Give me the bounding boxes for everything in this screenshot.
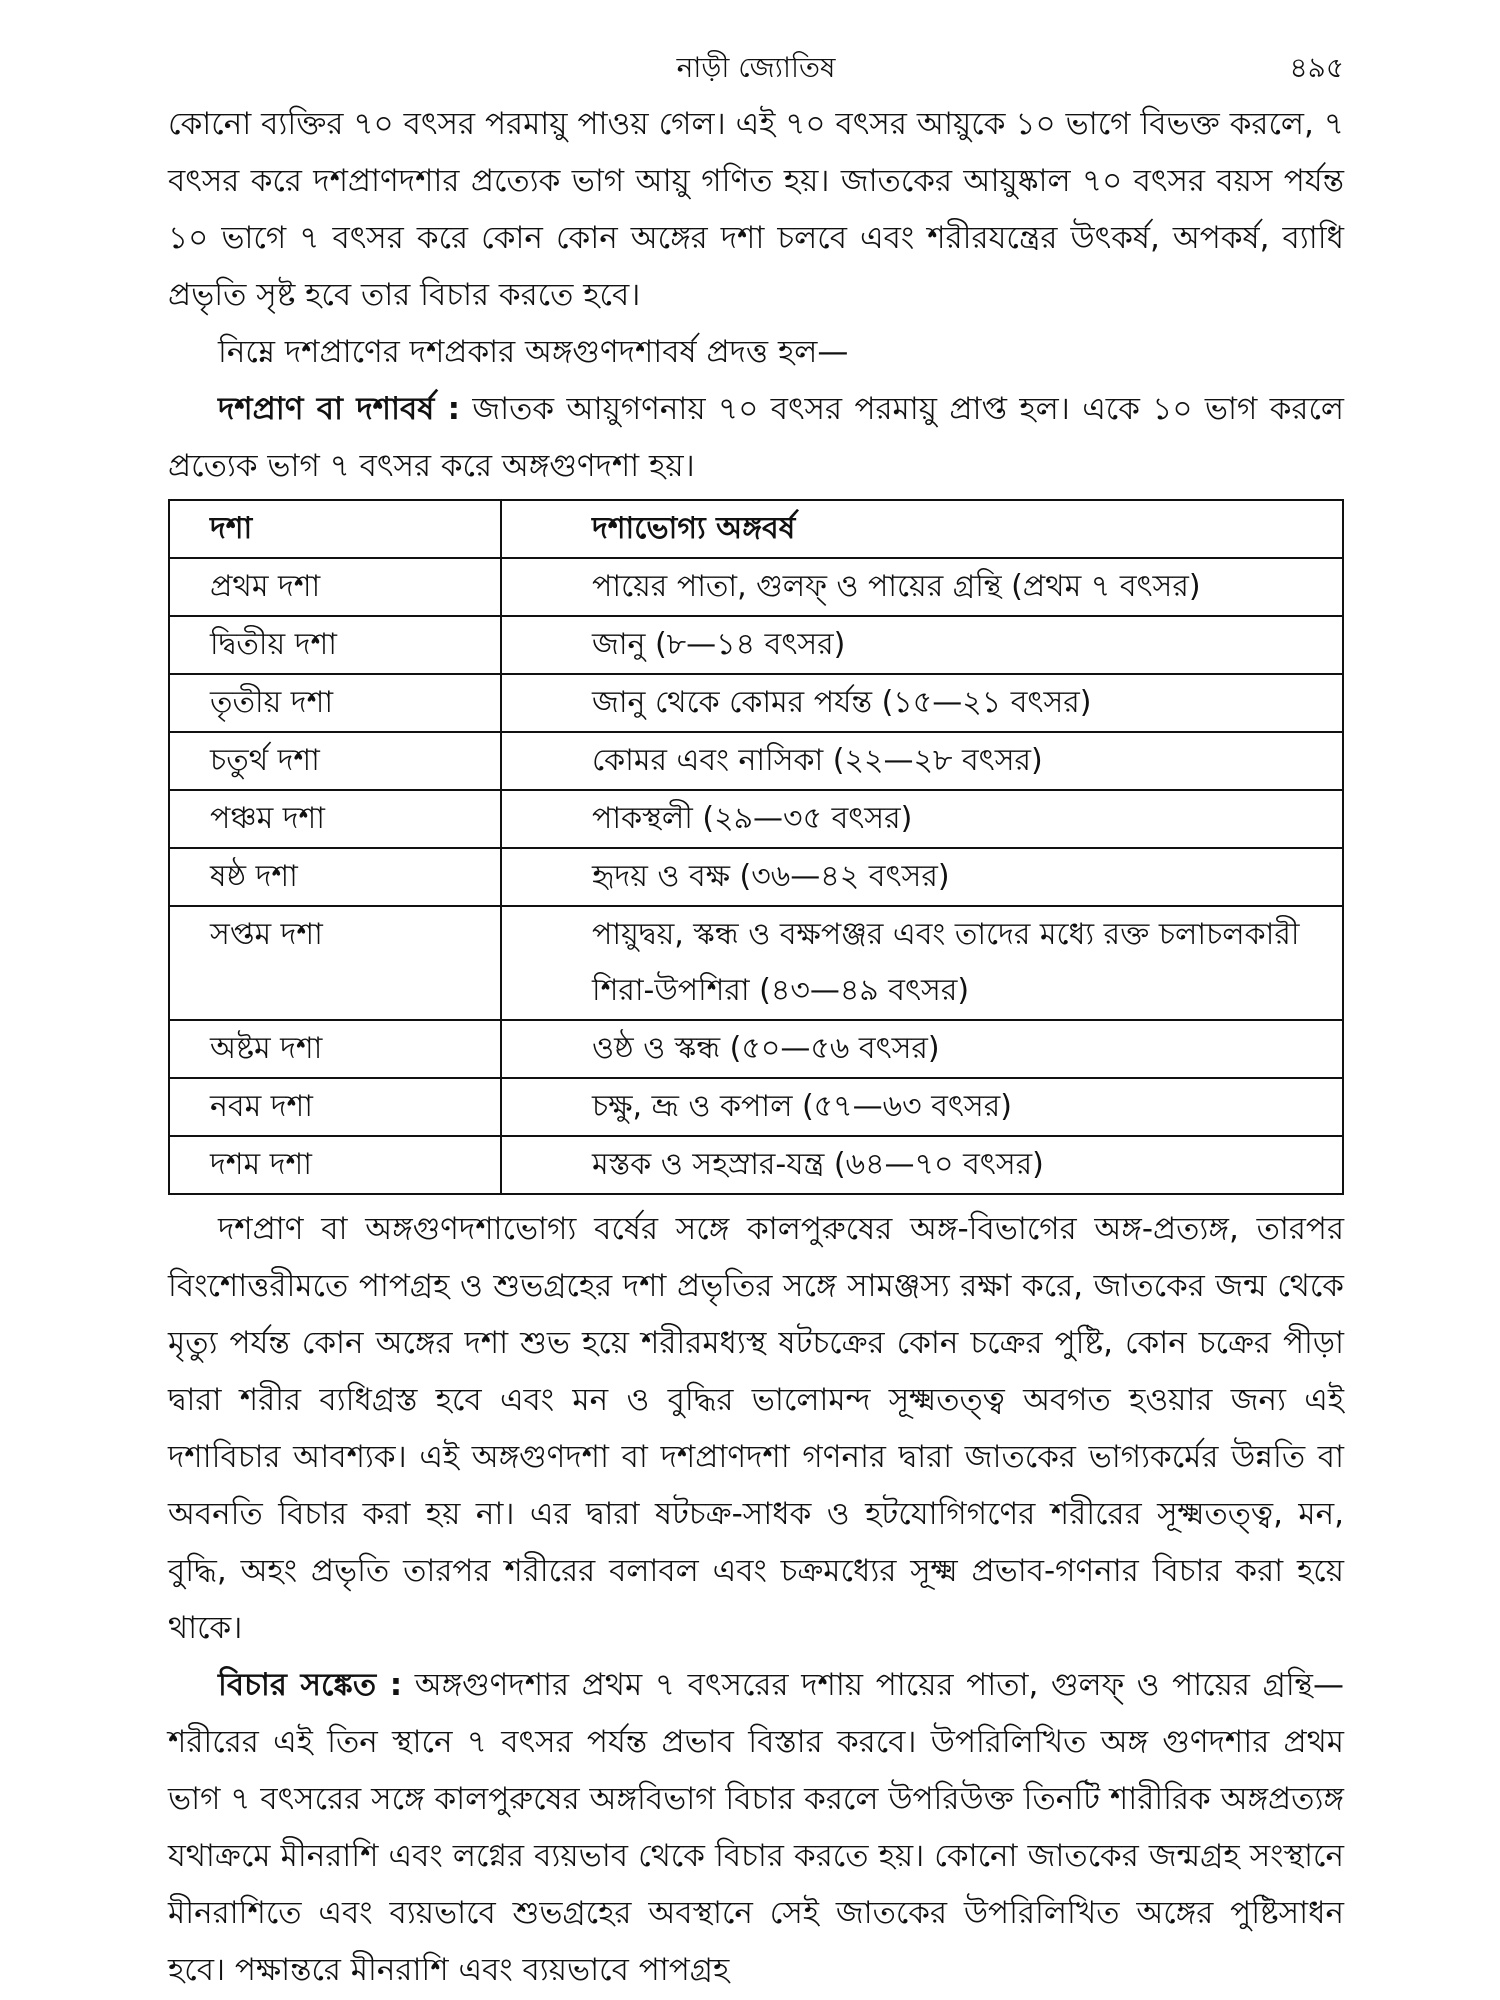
dasha-name-cell: পঞ্চম দশা [169,790,501,848]
dasha-name-cell: চতুর্থ দশা [169,732,501,790]
page-header [168,38,1344,96]
column-header-dasha: দশা [169,500,501,558]
dasha-name-cell: দশম দশা [169,1136,501,1194]
running-title: নাড়ী জ্যোতিষ [676,51,836,84]
dasha-table [168,499,1344,1195]
vichar-sanket-heading: বিচার সঙ্কেত : [218,1667,403,1703]
table-row [169,848,1343,906]
paragraph-table-intro: নিম্নে দশপ্রাণের দশপ্রকার অঙ্গগুণদশাবর্ষ প্রদত্ত হল— [218,334,849,370]
anga-varsha-cell: কোমর এবং নাসিকা (২২—২৮ বৎসর) [501,732,1343,790]
paragraph-intro: কোনো ব্যক্তির ৭০ বৎসর পরমায়ু পাওয় গেল। এই ৭০ বৎসর আয়ুকে ১০ ভাগে বিভক্ত করলে, ৭ বৎসর করে দশপ্রাণদশার প্রত্যেক ভাগ আয়ু গণিত হয়। জাতকের আয়ুষ্কাল ৭০ বৎসর বয়স পর্যন্ত ১০ ভাগে ৭ বৎসর করে কোন কোন অঙ্গের দশা চলবে এবং শরীরযন্ত্রের উৎকর্ষ, অপকর্ষ, ব্যাধি প্রভৃতি সৃষ্ট হবে তার বিচার করতে হবে। [168,106,1344,313]
vichar-sanket-text: অঙ্গগুণদশার প্রথম ৭ বৎসরের দশায় পায়ের পাতা, গুলফ্ ও পায়ের গ্রন্থি—শরীরের এই তিন স্থানে ৭ বৎসর পর্যন্ত প্রভাব বিস্তার করবে। উপরিলিখিত অঙ্গ গুণদশার প্রথম ভাগ ৭ বৎসরের সঙ্গে কালপুরুষের অঙ্গবিভাগ বিচার করলে উপরিউক্ত তিনটি শারীরিক অঙ্গপ্রত্যঙ্গ যথাক্রমে মীনরাশি এবং লগ্নের ব্যয়ভাব থেকে বিচার করতে হয়। কোনো জাতকের জন্মগ্রহ সংস্থানে মীনরাশিতে এবং ব্যয়ভাবে শুভগ্রহের অবস্থানে সেই জাতকের উপরিলিখিত অঙ্গের পুষ্টিসাধন হবে। পক্ষান্তরে মীনরাশি এবং ব্যয়ভাবে পাপগ্রহ [168,1667,1344,1988]
anga-varsha-cell: পায়ুদ্বয়, স্কন্ধ ও বক্ষপঞ্জর এবং তাদের মধ্যে রক্ত চলাচলকারী শিরা-উপশিরা (৪৩—৪৯ বৎসর) [501,906,1343,1020]
paragraph-vichar-sanket [168,1657,1344,1999]
table-row [169,1020,1343,1078]
anga-varsha-cell: পায়ের পাতা, গুলফ্ ও পায়ের গ্রন্থি (প্রথম ৭ বৎসর) [501,558,1343,616]
table-row [169,1136,1343,1194]
table-row [169,616,1343,674]
paragraph-dashaprana-explanation: দশপ্রাণ বা অঙ্গগুণদশাভোগ্য বর্ষের সঙ্গে কালপুরুষের অঙ্গ-বিভাগের অঙ্গ-প্রত্যঙ্গ, তারপর বিংশোত্তরীমতে পাপগ্রহ ও শুভগ্রহের দশা প্রভৃতির সঙ্গে সামঞ্জস্য রক্ষা করে, জাতকের জন্ম থেকে মৃত্যু পর্যন্ত কোন অঙ্গের দশা শুভ হয়ে শরীরমধ্যস্থ ষটচক্রের কোন চক্রের পুষ্টি, কোন চক্রের পীড়া দ্বারা শরীর ব্যধিগ্রস্ত হবে এবং মন ও বুদ্ধির ভালোমন্দ সূক্ষ্মতত্ত্ব অবগত হওয়ার জন্য এই দশাবিচার আবশ্যক। এই অঙ্গগুণদশা বা দশপ্রাণদশা গণনার দ্বারা জাতকের ভাগ্যকর্মের উন্নতি বা অবনতি বিচার করা হয় না। এর দ্বারা ষটচক্র-সাধক ও হটযোগিগণের শরীরের সূক্ষ্মতত্ত্ব, মন, বুদ্ধি, অহং প্রভৃতি তারপর শরীরের বলাবল এবং চক্রমধ্যের সূক্ষ্ম প্রভাব-গণনার বিচার করা হয়ে থাকে। [168,1211,1344,1646]
dasha-name-cell: দ্বিতীয় দশা [169,616,501,674]
page-number: ৪৯৫ [1289,51,1344,84]
anga-varsha-cell: জানু (৮—১৪ বৎসর) [501,616,1343,674]
table-header-row [169,500,1343,558]
dashavarsha-heading: দশপ্রাণ বা দশাবর্ষ : [218,391,461,427]
table-row [169,906,1343,1020]
dasha-name-cell: অষ্টম দশা [169,1020,501,1078]
anga-varsha-cell: চক্ষু, ভ্রূ ও কপাল (৫৭—৬৩ বৎসর) [501,1078,1343,1136]
table-row [169,558,1343,616]
dasha-name-cell: প্রথম দশা [169,558,501,616]
table-row [169,732,1343,790]
anga-varsha-cell: জানু থেকে কোমর পর্যন্ত (১৫—২১ বৎসর) [501,674,1343,732]
anga-varsha-cell: মস্তক ও সহস্রার-যন্ত্র (৬৪—৭০ বৎসর) [501,1136,1343,1194]
table-row [169,1078,1343,1136]
table-row [169,790,1343,848]
anga-varsha-cell: ওষ্ঠ ও স্কন্ধ (৫০—৫৬ বৎসর) [501,1020,1343,1078]
column-header-anga-varsha: দশাভোগ্য অঙ্গবর্ষ [501,500,1343,558]
dashavarsha-text: জাতক আয়ুগণনায় ৭০ বৎসর পরমায়ু প্রাপ্ত হল। একে ১০ ভাগ করলে প্রত্যেক ভাগ ৭ বৎসর করে অঙ্গগুণদশা হয়। [168,391,1344,484]
paragraph-dashavarsha [168,381,1344,495]
dasha-name-cell: ষষ্ঠ দশা [169,848,501,906]
anga-varsha-cell: পাকস্থলী (২৯—৩৫ বৎসর) [501,790,1343,848]
document-page [168,38,1344,1999]
dasha-name-cell: সপ্তম দশা [169,906,501,1020]
table-row [169,674,1343,732]
dasha-name-cell: তৃতীয় দশা [169,674,501,732]
dasha-name-cell: নবম দশা [169,1078,501,1136]
anga-varsha-cell: হৃদয় ও বক্ষ (৩৬—৪২ বৎসর) [501,848,1343,906]
